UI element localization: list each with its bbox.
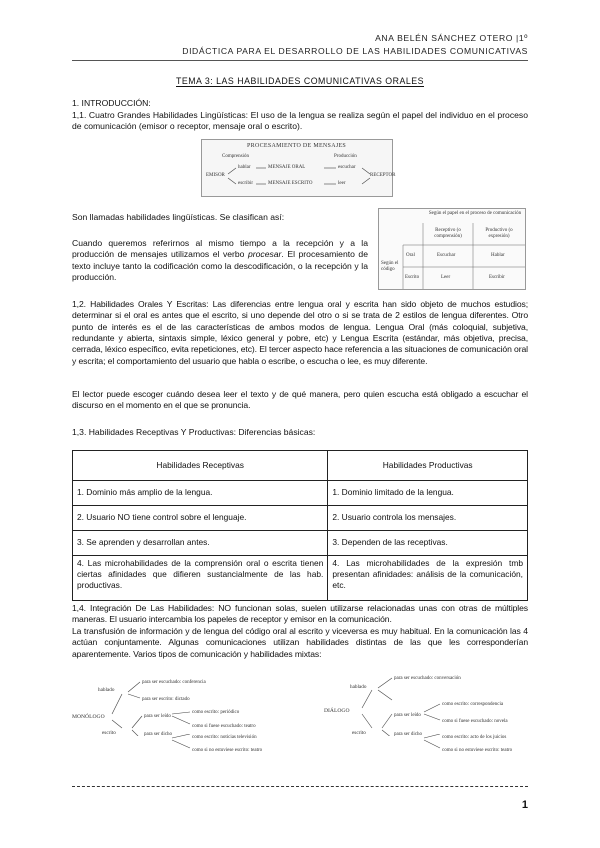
tree-leaf: para ser escuchado: conversación xyxy=(394,676,461,681)
table-row xyxy=(73,531,528,556)
tree-branch xyxy=(172,740,190,748)
arrow-line xyxy=(362,168,370,174)
tree-branch xyxy=(424,734,440,738)
tree-branch xyxy=(172,734,190,738)
tree-leaf: como escrito: correspondencia xyxy=(442,702,504,707)
tree-branch xyxy=(112,720,122,728)
table-cell: 4. Las microhabilidades de la comprensión oral o escrita tienen ciertas afinidades que difieren sustancialmente de las hab. productivas. xyxy=(73,556,328,601)
table-header-row xyxy=(73,451,528,481)
diagram-label: MENSAJE ORAL xyxy=(268,165,306,170)
arrow-line xyxy=(228,178,236,184)
grid-cell: Hablar xyxy=(491,253,505,258)
table-row xyxy=(73,481,528,506)
diagram-label: escribir xyxy=(238,181,253,186)
tree-branch xyxy=(172,712,190,714)
table-header: Habilidades Productivas xyxy=(328,451,528,481)
table-header: Habilidades Receptivas xyxy=(73,451,328,481)
tree-node: hablado xyxy=(350,684,367,690)
table-row xyxy=(73,506,528,531)
tree-leaf: como si fuese escuchado: novela xyxy=(442,719,508,724)
diagram-label: Producción xyxy=(334,154,357,159)
header-author: ANA BELÉN SÁNCHEZ OTERO |1º xyxy=(375,33,528,43)
tree-branch xyxy=(362,690,372,708)
skills-table xyxy=(72,450,528,601)
table-cell: 1. Dominio limitado de la lengua. xyxy=(328,481,528,506)
grid-top-label: Según el papel en el proceso de comunicación xyxy=(428,211,522,216)
tree-root: MONÓLOGO xyxy=(72,714,105,720)
tree-branch xyxy=(172,716,190,724)
paragraph-1-2: 1,2. Habilidades Orales Y Escritas: Las diferencias entre lengua oral y escrita han sido objeto de muchos estudios; determinar si el oral es antes que el escrito, si uno depende del otro o si se trata de 2 estilos de lengua diferentes. Otro punto de interés es el de las características de ambos modos de lengua. Lengua Oral (más coloquial, subjetiva, redundante y abierta, sintaxis simple, léxico general y pobre, etc) y Lengua Escrita (estándar, más objetiva, precisa, cerrada, léxico específico, evita repeticiones, etc). El tercer aspecto hace referencia a las situaciones de comunicación oral y escrita; el comportamiento del usuario que habla o escribe, o escucha o lee, es muy diferente. xyxy=(72,299,528,366)
arrow-line xyxy=(362,178,370,184)
tree-branch xyxy=(378,678,392,688)
tree-root: DIÁLOGO xyxy=(324,708,350,714)
tree-branch xyxy=(424,714,440,720)
tree-branch xyxy=(424,704,440,712)
diagram-label: hablar xyxy=(238,165,251,170)
tree-leaf: como escrito: noticias televisión xyxy=(192,735,257,740)
grid-cell: Leer xyxy=(441,275,451,280)
tree-node: para ser leído xyxy=(144,714,171,719)
paragraph-1-4-transfusion: La transfusión de información y de lengua del código oral al escrito y viceversa es muy habitual. En la comunicación las 4 actúan conjuntamente. Algunas comunicaciones utilizan habilidades distintas de las que les corresponderían aparentemente. Varios tipos de comunicación y habilidades mixtas: xyxy=(72,626,528,659)
header-rule xyxy=(72,60,528,61)
arrow-line xyxy=(228,168,236,174)
tree-leaf: como si no estuviese escrito: teatro xyxy=(442,748,513,753)
diagram-label: MENSAJE ESCRITO xyxy=(268,181,313,186)
diagram-title: PROCESAMIENTO DE MENSAJES xyxy=(247,143,347,149)
tree-branch xyxy=(128,694,140,698)
grid-row-header: Oral xyxy=(406,253,415,258)
tree-branch xyxy=(378,690,392,700)
tree-node: para ser dicho xyxy=(394,732,423,736)
communication-trees-lower xyxy=(72,734,528,762)
table-row xyxy=(73,556,528,601)
tree-node: escrito xyxy=(352,730,366,736)
tree-node: escrito xyxy=(102,730,116,736)
footer-rule xyxy=(72,786,528,787)
tree-leaf: como si no estuviese escrito: teatro xyxy=(192,748,263,753)
table-cell: 3. Se aprenden y desarrollan antes. xyxy=(73,531,328,556)
table-cell: 1. Dominio más amplio de la lengua. xyxy=(73,481,328,506)
paragraph-1-3: 1,3. Habilidades Receptivas Y Productivas: Diferencias básicas: xyxy=(72,427,316,437)
grid-cell: Escuchar xyxy=(437,253,456,258)
paragraph-procesar: Cuando queremos referirnos al mismo tiempo a la recepción y a la producción de mensajes utilizamos el verbo procesar. El procesamiento de texto incluye tanto la codificación como la descodificación, o la recepción y la producción. xyxy=(72,238,368,283)
communication-trees xyxy=(72,672,528,736)
paragraph-1-4: 1,4. Integración De Las Habilidades: NO funcionan solas, suelen utilizarse relacionadas unas con otras de múltiples maneras. El usuario intercambia los papeles de receptor y emisor en la comunicación. xyxy=(72,603,528,625)
diagram-label: EMISOR xyxy=(206,173,225,178)
tree-branch xyxy=(382,714,392,728)
tree-leaf: como si fuese escuchado: teatro xyxy=(192,724,256,729)
diagram-label: RECEPTOR xyxy=(370,173,396,178)
table-cell: 3. Dependen de las receptivas. xyxy=(328,531,528,556)
paragraph-1-2-reader: El lector puede escoger cuándo desea leer el texto y de qué manera, pero quien escucha está obligado a escuchar el discurso en el momento en el que se pronuncia. xyxy=(72,389,528,411)
diagram-label: Comprensión xyxy=(222,154,249,159)
header-course: DIDÁCTICA PARA EL DESARROLLO DE LAS HABILIDADES COMUNICATIVAS xyxy=(182,46,528,56)
grid-row-label: Según el código xyxy=(381,261,399,272)
paragraph-1-1: 1,1. Cuatro Grandes Habilidades Lingüísticas: El uso de la lengua se realiza según el papel del individuo en el proceso de comunicación (emisor o receptor, mensaje oral o escrito). xyxy=(72,110,528,132)
tree-leaf: para ser escuchado: conferencia xyxy=(142,680,206,685)
table-cell: 4. Las microhabilidades de la expresión tmb presentan afinidades: análisis de la comunicación, etc. xyxy=(328,556,528,601)
tree-node: para ser dicho xyxy=(144,732,173,736)
grid-cell: Escribir xyxy=(489,275,505,280)
tree-branch xyxy=(424,740,440,748)
grid-col-header: Receptivo (o comprensión) xyxy=(434,228,462,239)
paragraph-classify: Son llamadas habilidades lingüísticas. Se clasifican así: xyxy=(72,212,285,222)
diagram-label: leer xyxy=(338,181,346,186)
grid-row-header: Escrito xyxy=(405,275,420,280)
section-heading: 1. INTRODUCCIÓN: xyxy=(72,98,151,108)
processing-diagram xyxy=(201,139,396,197)
tree-branch xyxy=(132,716,142,728)
tree-node: hablado xyxy=(98,687,115,693)
page-number: 1 xyxy=(521,799,528,811)
table-cell: 2. Usuario controla los mensajes. xyxy=(328,506,528,531)
tree-leaf: como escrito: periódico xyxy=(192,710,240,715)
tree-branch xyxy=(362,714,372,728)
diagram-label: escuchar xyxy=(338,165,356,170)
tree-node: para ser leído xyxy=(394,713,421,718)
skills-grid-diagram xyxy=(378,208,526,290)
table-cell: 2. Usuario NO tiene control sobre el lenguaje. xyxy=(73,506,328,531)
tree-leaf: como escrito: acto de los juicios xyxy=(442,735,507,740)
tree-branch xyxy=(112,694,122,714)
tree-branch xyxy=(128,682,140,692)
tree-leaf: para ser escrito: dictado xyxy=(142,697,190,702)
grid-col-header: Productivo (o expresión) xyxy=(485,228,513,239)
page-title: TEMA 3: LAS HABILIDADES COMUNICATIVAS ORALES xyxy=(175,76,424,86)
